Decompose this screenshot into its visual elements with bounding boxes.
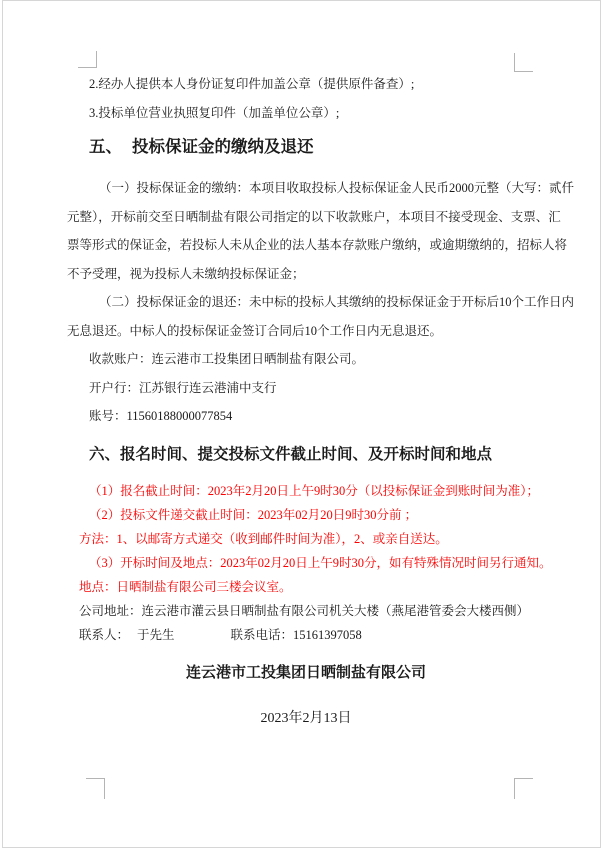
intro-item-3: 3.投标单位营业执照复印件（加盖单位公章）; xyxy=(89,105,340,120)
company-address-line: 公司地址：连云港市灌云县日晒制盐有限公司机关大楼（燕尾港管委会大楼西侧） xyxy=(79,603,530,618)
contact-line xyxy=(67,623,545,647)
contact-phone-number: 15161397058 xyxy=(293,627,362,642)
registration-deadline-line: （1）报名截止时间：2023年2月20日上午9时30分（以投标保证金到账时间为准）； xyxy=(89,483,540,498)
section5-heading xyxy=(67,136,545,158)
signature-company-name: 连云港市工投集团日晒制盐有限公司 xyxy=(185,664,426,681)
contact-phone-label: 联系电话： xyxy=(230,627,294,642)
bid-opening-time-line: （3）开标时间及地点：2023年02月20日上午9时30分，如有特殊情况时间另行通知。 xyxy=(89,555,552,570)
bid-opening-location-line: 地点：日晒制盐有限公司三楼会议室。 xyxy=(79,579,292,594)
section5-para1-line: 不予受理，视为投标人未缴纳投标保证金； xyxy=(67,266,305,281)
document-page xyxy=(2,0,601,848)
signature-date: 2023年2月13日 xyxy=(260,710,352,726)
payee-account-line: 收款账户：连云港市工投集团日晒制盐有限公司。 xyxy=(89,352,365,366)
section6-heading: 六、报名时间、提交投标文件截止时间、及开标时间和地点 xyxy=(89,445,493,463)
contact-person-label: 联系人： xyxy=(79,627,130,642)
section5-heading-title: 投标保证金的缴纳及退还 xyxy=(132,137,314,156)
section5-heading-number: 五、 xyxy=(89,137,122,156)
intro-item-2: 2.经办人提供本人身份证复印件加盖公章（提供原件备查）; xyxy=(89,77,415,91)
section5-para1-line: 元整），开标前交至日晒制盐有限公司指定的以下收款账户，本项目不接受现金、支票、汇 xyxy=(67,209,561,224)
contact-person-name: 于先生 xyxy=(137,627,175,642)
bank-branch-line: 开户行：江苏银行连云港浦中支行 xyxy=(89,380,277,395)
section5-para1-line: 票等形式的保证金，若投标人未从企业的法人基本存款账户缴纳，或逾期缴纳的，招标人将 xyxy=(67,238,568,252)
bid-submission-deadline-line: （2）投标文件递交截止时间：2023年02月20日9时30分前 ； xyxy=(89,507,418,522)
section5-para2-line: （二）投标保证金的退还：未中标的投标人其缴纳的投标保证金于开标后10个工作日内 xyxy=(99,295,575,309)
submission-method-line: 方法：1、以邮寄方式递交（收到邮件时间为准），2、或亲自送达。 xyxy=(79,531,448,546)
crop-mark-bottom-right xyxy=(514,778,533,799)
crop-mark-bottom-left xyxy=(86,778,105,799)
account-number-line: 账号：11560188000077854 xyxy=(89,409,233,423)
section5-para2-line: 无息退还。中标人的投标保证金签订合同后10个工作日内无息退还。 xyxy=(67,323,443,338)
crop-mark-top-left xyxy=(78,51,97,68)
document-body xyxy=(67,70,575,730)
section5-para1-line: （一）投标保证金的缴纳：本项目收取投标人投标保证金人民币2000元整（大写：贰仟 xyxy=(99,181,575,195)
